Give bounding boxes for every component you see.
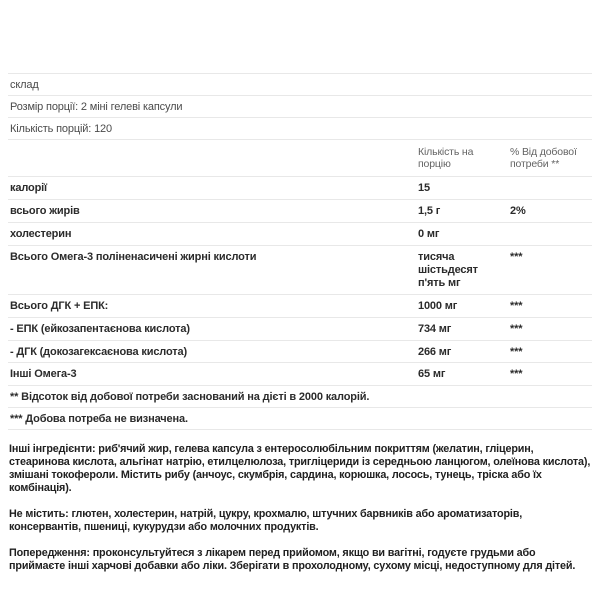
- nutrient-amount: 266 мг: [418, 345, 452, 358]
- table-row-total-dha-epa: [8, 295, 592, 318]
- nutrient-amount: 15: [418, 181, 430, 194]
- table-row-dha: [8, 341, 592, 364]
- nutrient-dv: ***: [510, 322, 523, 335]
- supplement-facts-table: [8, 73, 592, 430]
- nutrient-name: Всього Омега-3 поліненасичені жирні кислоти: [10, 250, 257, 263]
- nutrient-amount: 1,5 г: [418, 204, 441, 217]
- warnings-paragraph: Попередження: проконсультуйтеся з лікарем перед прийомом, якщо ви вагітні, годуєте грудьми або приймаєте інші харчові добавки або ліки. Зберігати в прохолодному, сухому місці, недоступному для дітей.: [9, 547, 576, 573]
- nutrient-dv: 2%: [510, 204, 526, 217]
- nutrient-amount: 1000 мг: [418, 299, 458, 312]
- nutrient-name: калорії: [10, 181, 48, 194]
- footnote-daily-value: [8, 386, 592, 408]
- nutrient-name: - ЕПК (ейкозапентаєнова кислота): [10, 322, 190, 335]
- nutrient-amount: тисяча шістьдесят п'ять мг: [418, 250, 478, 289]
- table-row-epa: [8, 318, 592, 341]
- nutrient-name: Всього ДГК + ЕПК:: [10, 299, 109, 312]
- nutrient-name: - ДГК (докозагексаєнова кислота): [10, 345, 188, 358]
- serving-size-text: Розмір порції: 2 міні гелеві капсули: [10, 101, 183, 113]
- dv-column-header: % Від добової потреби **: [510, 146, 577, 171]
- servings-count-text: Кількість порцій: 120: [10, 123, 112, 135]
- amount-column-header: Кількість на порцію: [418, 146, 474, 171]
- footnote-dv-not-established-text: *** Добова потреба не визначена.: [10, 413, 188, 426]
- nutrient-name: Інші Омега-3: [10, 368, 77, 381]
- nutrient-name: всього жирів: [10, 204, 80, 217]
- does-not-contain-paragraph: Не містить: глютен, холестерин, натрій, цукру, крохмалю, штучних барвників або ароматизаторів, консервантів, пшениці, кукурудзи або молочних продуктів.: [9, 508, 523, 534]
- nutrient-amount: 734 мг: [418, 322, 452, 335]
- table-row-other-omega3: [8, 363, 592, 386]
- footnote-daily-value-text: ** Відсоток від добової потреби заснований на дієті в 2000 калорій.: [10, 391, 370, 404]
- composition-label: склад: [10, 79, 39, 91]
- servings-count-row: [8, 118, 592, 140]
- table-row-calories: [8, 177, 592, 200]
- table-row-total-fat: [8, 200, 592, 223]
- table-row-total-omega3: [8, 246, 592, 295]
- serving-size-row: [8, 96, 592, 118]
- nutrient-dv: ***: [510, 368, 523, 381]
- table-header-row: [8, 140, 592, 177]
- nutrient-name: холестерин: [10, 227, 72, 240]
- other-ingredients-paragraph: Інші інгредієнти: риб'ячий жир, гелева капсула з ентеросолюбільним покриттям (желатин, гліцерин, стеаринова кислота, альгінат натрію, етилцелюлоза, тригліцериди із середньою ланцюгом, олеїнова кислота), змішані токофероли. Містить рибу (анчоус, скумбрія, сардина, корюшка, лосось, тунець, тріска або їх комбінація).: [9, 443, 591, 495]
- footnote-dv-not-established: [8, 408, 592, 430]
- nutrient-dv: ***: [510, 250, 523, 263]
- nutrient-amount: 0 мг: [418, 227, 440, 240]
- nutrient-dv: ***: [510, 299, 523, 312]
- composition-label-row: [8, 74, 592, 96]
- nutrient-dv: ***: [510, 345, 523, 358]
- supplement-facts-panel: [8, 73, 592, 573]
- table-row-cholesterol: [8, 223, 592, 246]
- nutrient-amount: 65 мг: [418, 368, 446, 381]
